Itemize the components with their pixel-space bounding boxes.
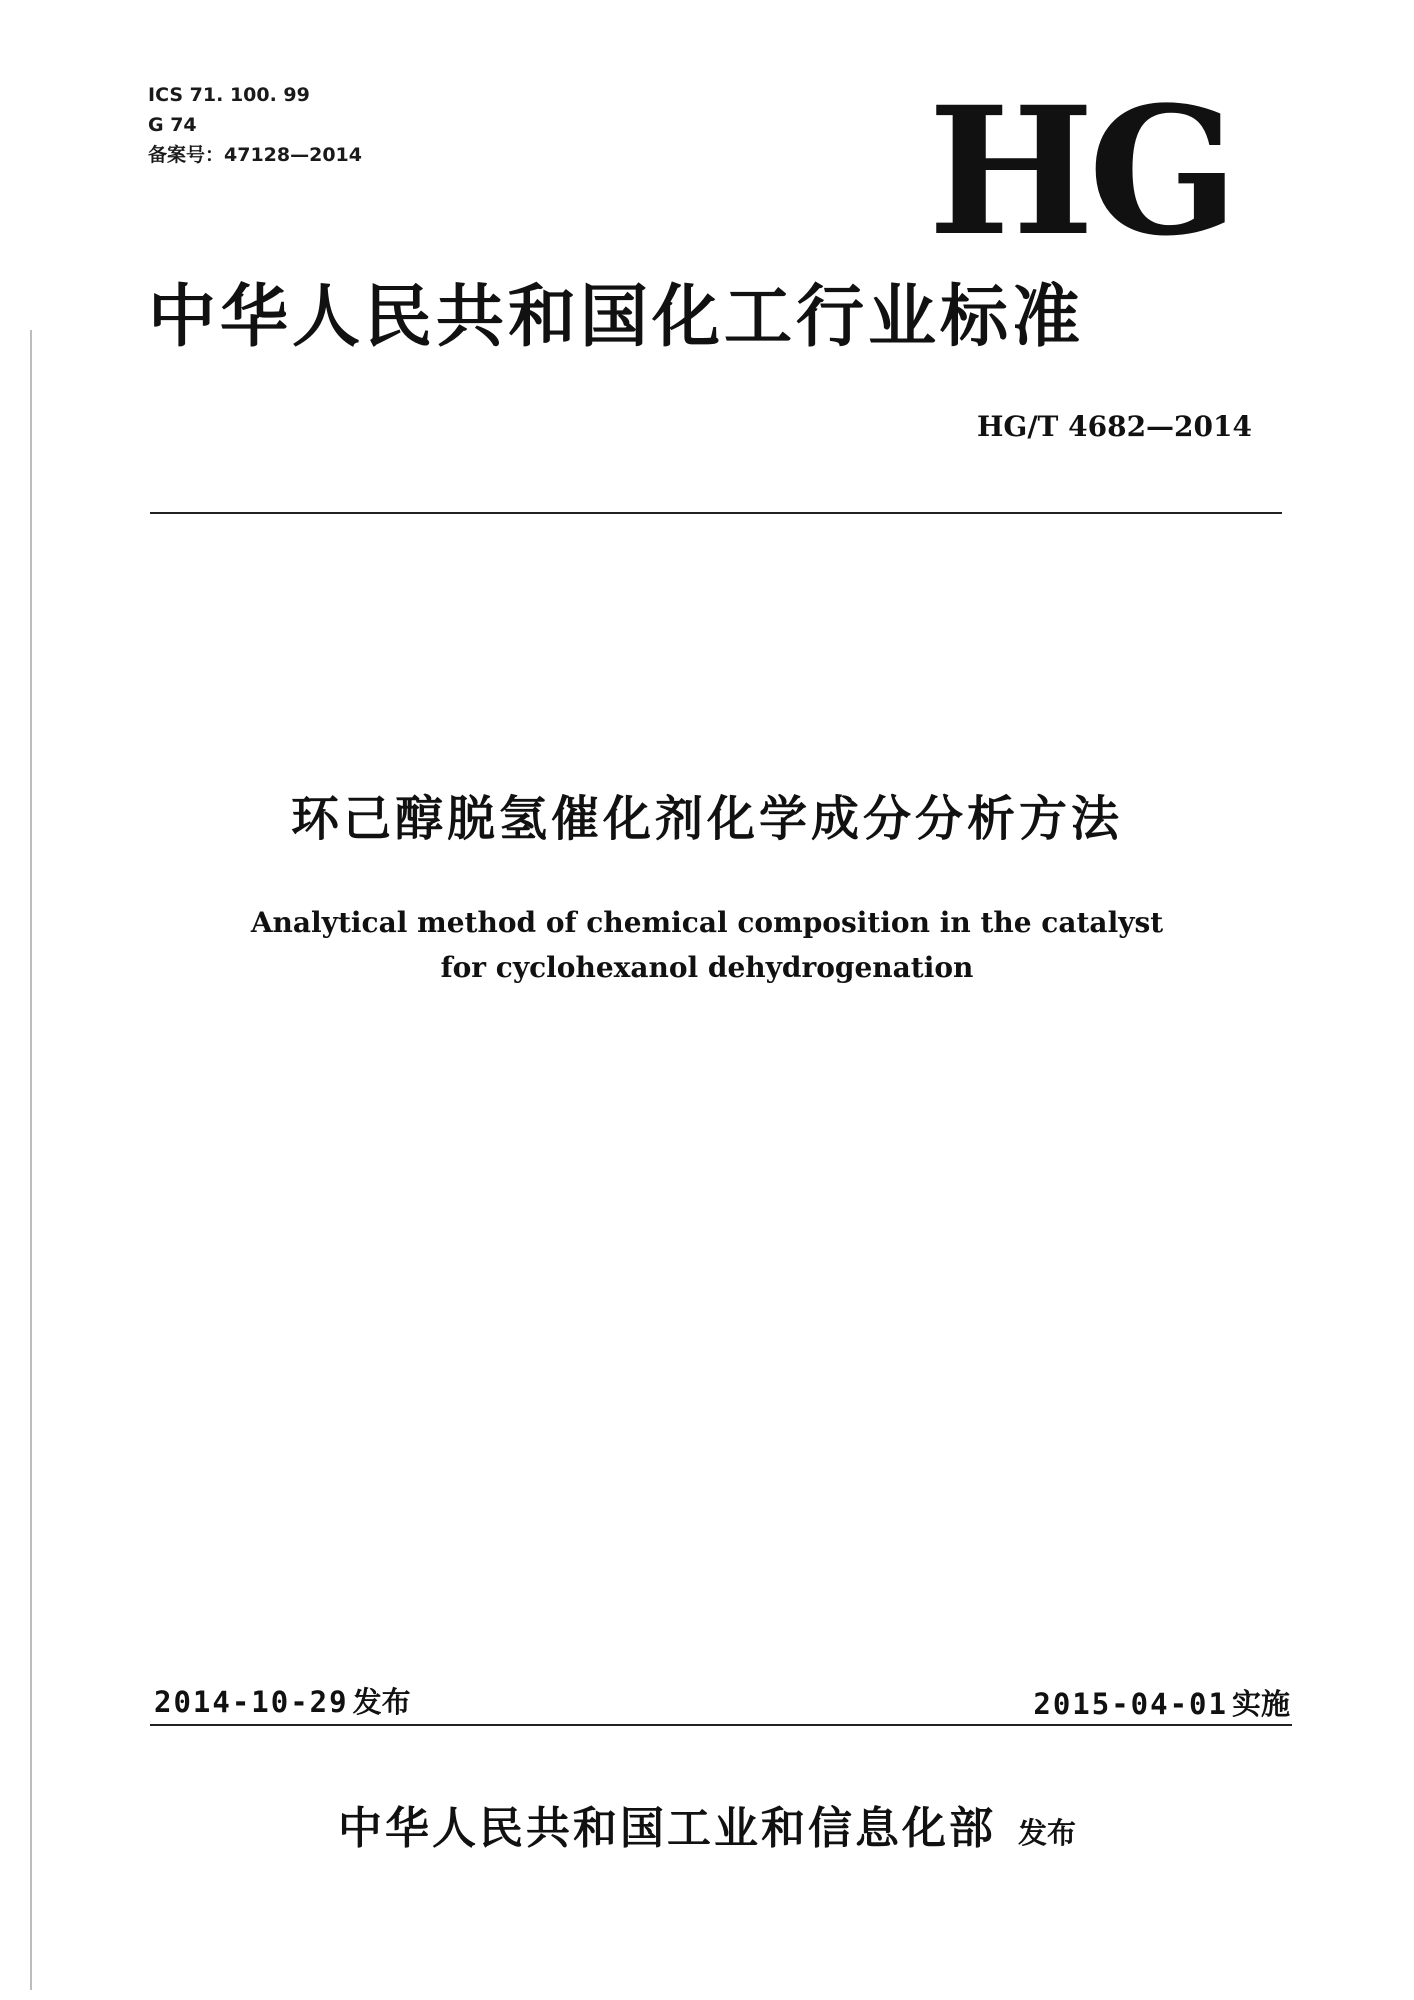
english-title-line-1: Analytical method of chemical composition in the catalyst [250, 906, 1164, 939]
document-title-english [0, 900, 1414, 990]
classification-block [148, 80, 362, 170]
implementation-date-block [1033, 1682, 1290, 1723]
ics-code: ICS 71. 100. 99 [148, 84, 310, 106]
top-divider [150, 512, 1282, 514]
english-title-line-2: for cyclohexanol dehydrogenation [440, 951, 974, 984]
publisher-label: 发布 [1017, 1816, 1076, 1850]
implementation-label: 实施 [1231, 1687, 1290, 1721]
filing-number: 备案号：47128—2014 [148, 144, 362, 166]
publisher-name: 中华人民共和国工业和信息化部 [337, 1803, 996, 1854]
hg-logo: HG [928, 68, 1233, 275]
bottom-divider [150, 1724, 1292, 1726]
implementation-date: 2015-04-01 [1033, 1687, 1228, 1721]
document-title-chinese: 环己醇脱氢催化剂化学成分分析方法 [290, 791, 1123, 847]
issue-date: 2014-10-29 [154, 1685, 349, 1719]
publisher-block [0, 1792, 1414, 1856]
issue-date-block [154, 1680, 411, 1721]
scan-edge-line [30, 330, 32, 1990]
standard-category-title: 中华人民共和国化工行业标准 [148, 278, 1085, 357]
standard-number: HG/T 4682—2014 [976, 410, 1252, 443]
issue-label: 发布 [352, 1685, 411, 1719]
ccs-code: G 74 [148, 114, 197, 136]
